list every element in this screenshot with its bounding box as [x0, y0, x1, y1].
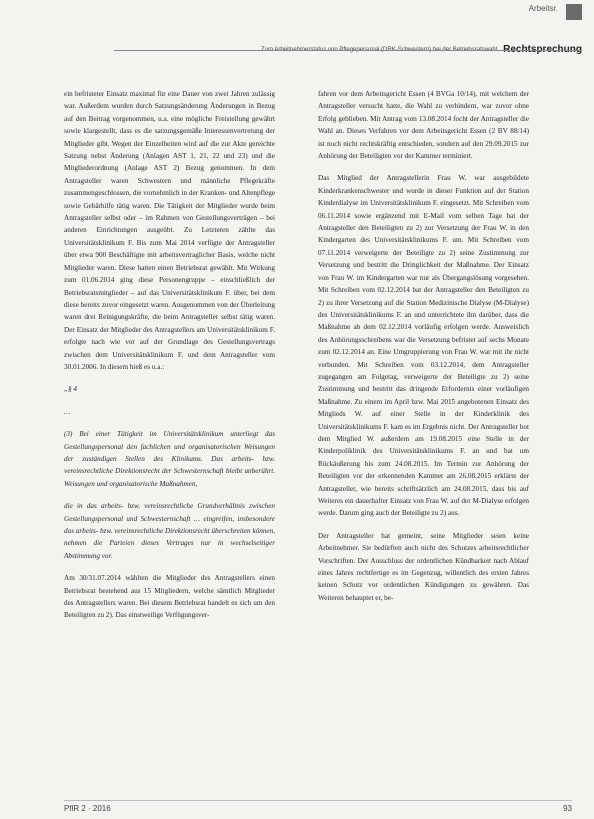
quote-paragraph: die in das arbeits- bzw. vereinsrechtliche Grundverhältnis zwischen Gestellungspersonal und Schwesternschaft … eingreifen, insbesondere das arbeits- bzw. vereinsrechtliche Direktionsrecht überschreiten können, nehmen die Parteien dieses Vertrages nur in wechselseitiger Abstimmung vor.	[64, 502, 275, 560]
paragraph: ein befristeter Einsatz maximal für eine Dauer von zwei Jahren zulässig war. Außerdem wurden durch Satzungsänderung Änderungen in Bezug auf den Beitrag vorgenommen, u.a. eine mögliche Freistellung gewährt sowie klargestellt, dass es die satzungsgemäße Interessenvertretung der Mitglieder gibt. Wegen der Einzelheiten wird auf die zur Akte gereichte Satzung nebst Änderung (Anlagen AST 1, 21, 22 und 23) und die Mitgliederordnung (Anlage AST 2) Bezug genommen. In dem Antragsteller waren Schwestern und männliche Pflegekräfte zusammengeschlossen, die vornehmlich in der Kranken- und Altenpflege sowie Gebärhilfe tätig waren. Die Tätigkeit der Mitglieder wurde beim Antragsteller selbst oder – im Rahmen von Gestellungsverträgen – bei anderen Einrichtungen ausgeübt. Zu Letzteren zählte das Universitätsklinikum F. Bis zum Mai 2014 verfügte der Antragsteller über etwa 900 Beschäftigte mit arbeitsvertraglicher Basis, welche nicht Mitglieder waren. Diese hatten einen Betriebsrat gewählt. Mit Wirkung zum 01.06.2014 ging diese Personengruppe – einschließlich der Betriebsratsmitglieder – auf das Universitätsklinikum F. über, bei dem diese bereits zuvor eingesetzt waren. Ausgenommen von der Überleitung waren drei Reinigungskräfte, die beim Antragsteller selbst tätig waren. Der Einsatz der Mitglieder des Antragstellers am Universitätsklinikum F. erfolgte nach wie vor auf der Grundlage des Gestellungsvertrags zwischen dem Universitätsklinikum F. und dem Antragsteller vom 30.01.2006. In diesem hieß es u.a.:	[64, 90, 275, 371]
quote-ellipsis: …	[64, 407, 71, 416]
left-column	[64, 88, 275, 632]
page-footer	[64, 804, 572, 813]
right-column	[318, 88, 529, 614]
section-tab-marker	[566, 4, 582, 20]
section-label: Arbeitsr.	[528, 4, 558, 13]
quote-paragraph: (3) Bei einer Tätigkeit im Universitätsklinikum unterliegt das Gestellungspersonal den fachlichen und organisatorischen Weisungen der zuständigen Stellen des Klinikums. Das arbeits- bzw. vereinsrechtliche Direktionsrecht der Schwesternschaft bleibt unberührt. Weisungen und organisatorische Maßnahmen,	[64, 430, 275, 488]
header-category: Rechtsprechung	[503, 44, 582, 55]
journal-issue: PflR 2 · 2016	[64, 804, 111, 813]
footer-rule	[64, 800, 572, 801]
paragraph: Am 30/31.07.2014 wählten die Mitglieder des Antragstellers einen Betriebsrat bestehend aus 15 Mitgliedern, welche sämtlich Mitglieder des Antragstellers waren. Bei diesem Betriebsrat handelt es sich um den Beteiligten zu 2). Das einstweilige Verfügungsver-	[64, 574, 275, 620]
paragraph: fahren vor dem Arbeitsgericht Essen (4 BVGa 10/14), mit welchem der Antragsteller versucht hatte, die Wahl zu verhindern, war zuvor ohne Erfolg geblieben. Mit Antrag vom 13.08.2014 focht der Antragsteller die Wahl an. Dieses Verfahren vor dem Arbeitsgericht Essen (2 BV 88/14) ist noch nicht rechtskräftig entschieden, sondern auf den 29.09.2015 zur Anhörung der Beteiligten vor der Kammer terminiert.	[318, 90, 529, 161]
header-rule	[114, 50, 582, 51]
paragraph: Das Mitglied der Antragstellerin Frau W. war ausgebildete Kinderkrankenschwester und wurde in dieser Funktion auf der Station Kinderdialyse im Universitätsklinikum F. eingesetzt. Mit Schreiben vom 06.11.2014 sowie ergänzend mit E-Mail vom selben Tage bat der Antragsteller den Beteiligten zu 2) zur Versetzung der Frau W. in den Kindergarten des Universitätsklinikums F. um. Mit Schreiben vom 07.11.2014 verweigerte der Beteiligte zu 2) seine Zustimmung zur Versetzung und bestritt die Dringlichkeit der Maßnahme. Der Einsatz von Frau W. im Kindergarten war nur als Übergangslösung vorgesehen. Mit Schreiben vom 02.12.2014 bat der Antragsteller den Beteiligten zu 2) zu ihrer Versetzung auf die Station Medizinische Dialyse (M-Dialyse) des Universitätsklinikums F. an und unterrichtete ihn darüber, dass die Maßnahme ab dem 02.12.2014 vorläufig erfolgen werde. Ausweislich des Anhörungsschreibens war die Versetzung befristet auf sechs Monate zum 02.12.2014 an. Eine Umgruppierung von Frau W. war mit ihr nicht verbunden. Mit Schreiben vom 03.12.2014, dem Antragsteller zugegangen am Folgetag, verweigerte der Beteiligte zu 2) seine Zustimmung und bestritt das dringende Erfordernis einer vorläufigen Maßnahme. Zu einem im April bzw. Mai 2015 angebotenen Einsatz des Mitglieds W. auf einer Stelle in der Kinderklinik des Universitätsklinikums F. kam es im Ergebnis nicht. Der Antragsteller bot dem Mitglied W. außerdem am 19.08.2015 eine Stelle in der Kinderpoliklinik des Universitätsklinikums F. an und bat um Rückäußerung bis zum 24.08.2015. Im Termin zur Anhörung der Beteiligten vor der erkennenden Kammer am 26.08.2015 erklärte der Antragsteller, wie bereits schriftsätzlich am 24.08.2015, dass bis auf Weiteres ein dauerhafter Einsatz von Frau W. auf der M-Dialyse erfolgen werde. Darum ging auch der Beteiligte zu 2) aus.	[318, 174, 529, 518]
paragraph: Der Antragsteller hat gemeint, seine Mitglieder seien keine Arbeitnehmer. Sie bedürften auch nicht des Schutzes arbeitsrechtlicher Vorschriften. Der Ausschluss der ordentlichen Kündbarkeit nach Ablauf eines Jahres rechtfertige es im Gegenzug, willentlich des ersten Jahres keinen Schutz vor ordentlichen Kündigungen zu gewähren. Das Weiteren behauptet er, be-	[318, 531, 529, 602]
quote-section-mark: „§ 4	[64, 385, 77, 394]
page-number: 93	[563, 804, 572, 813]
header-subtitle: Zum Arbeitnehmerstatus von Pflegepersonal (DRK-Schwestern) bei der Betriebsratswahl	[260, 46, 498, 53]
